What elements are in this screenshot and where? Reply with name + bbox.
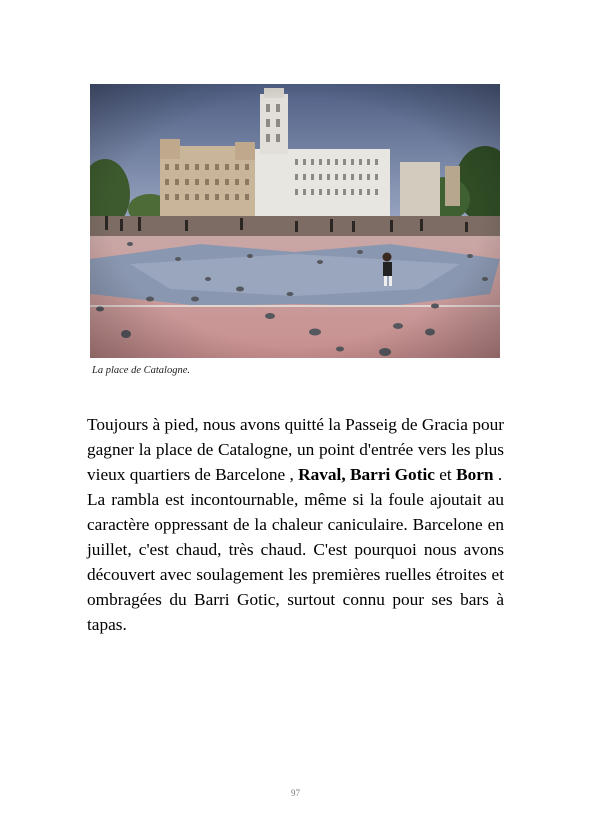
body-text: [87, 412, 504, 637]
paragraph-2: La rambla est incontournable, même si la foule ajoutait au caractère oppressant de la chaleur caniculaire. Barcelone en juillet, c'est chaud, très chaud. C'est pourquoi nous avons découvert avec soulagement les premières ruelles étroites et ombragées du Barri Gotic, surtout connu pour ses bars à tapas.: [87, 490, 504, 634]
bold-raval: Raval: [298, 465, 342, 484]
paragraph-1: [87, 412, 504, 487]
photo-caption: La place de Catalogne.: [92, 365, 190, 376]
page-number: 97: [291, 788, 300, 798]
bold-barri-gotic: Barri Gotic: [349, 465, 435, 484]
bold-separator: ,: [341, 465, 350, 484]
bold-born: Born: [456, 465, 494, 484]
conjunction-et: et: [434, 465, 457, 484]
paragraph-1-end: .: [493, 465, 503, 484]
place-de-catalogne-photo: [90, 84, 500, 358]
paragraph-1-text: Toujours à pied, nous avons quitté la Passeig de Gracia pour gagner la place de Catalogne, un point d'entrée vers les plus vieux quartiers de Barcelone ,: [87, 415, 504, 484]
